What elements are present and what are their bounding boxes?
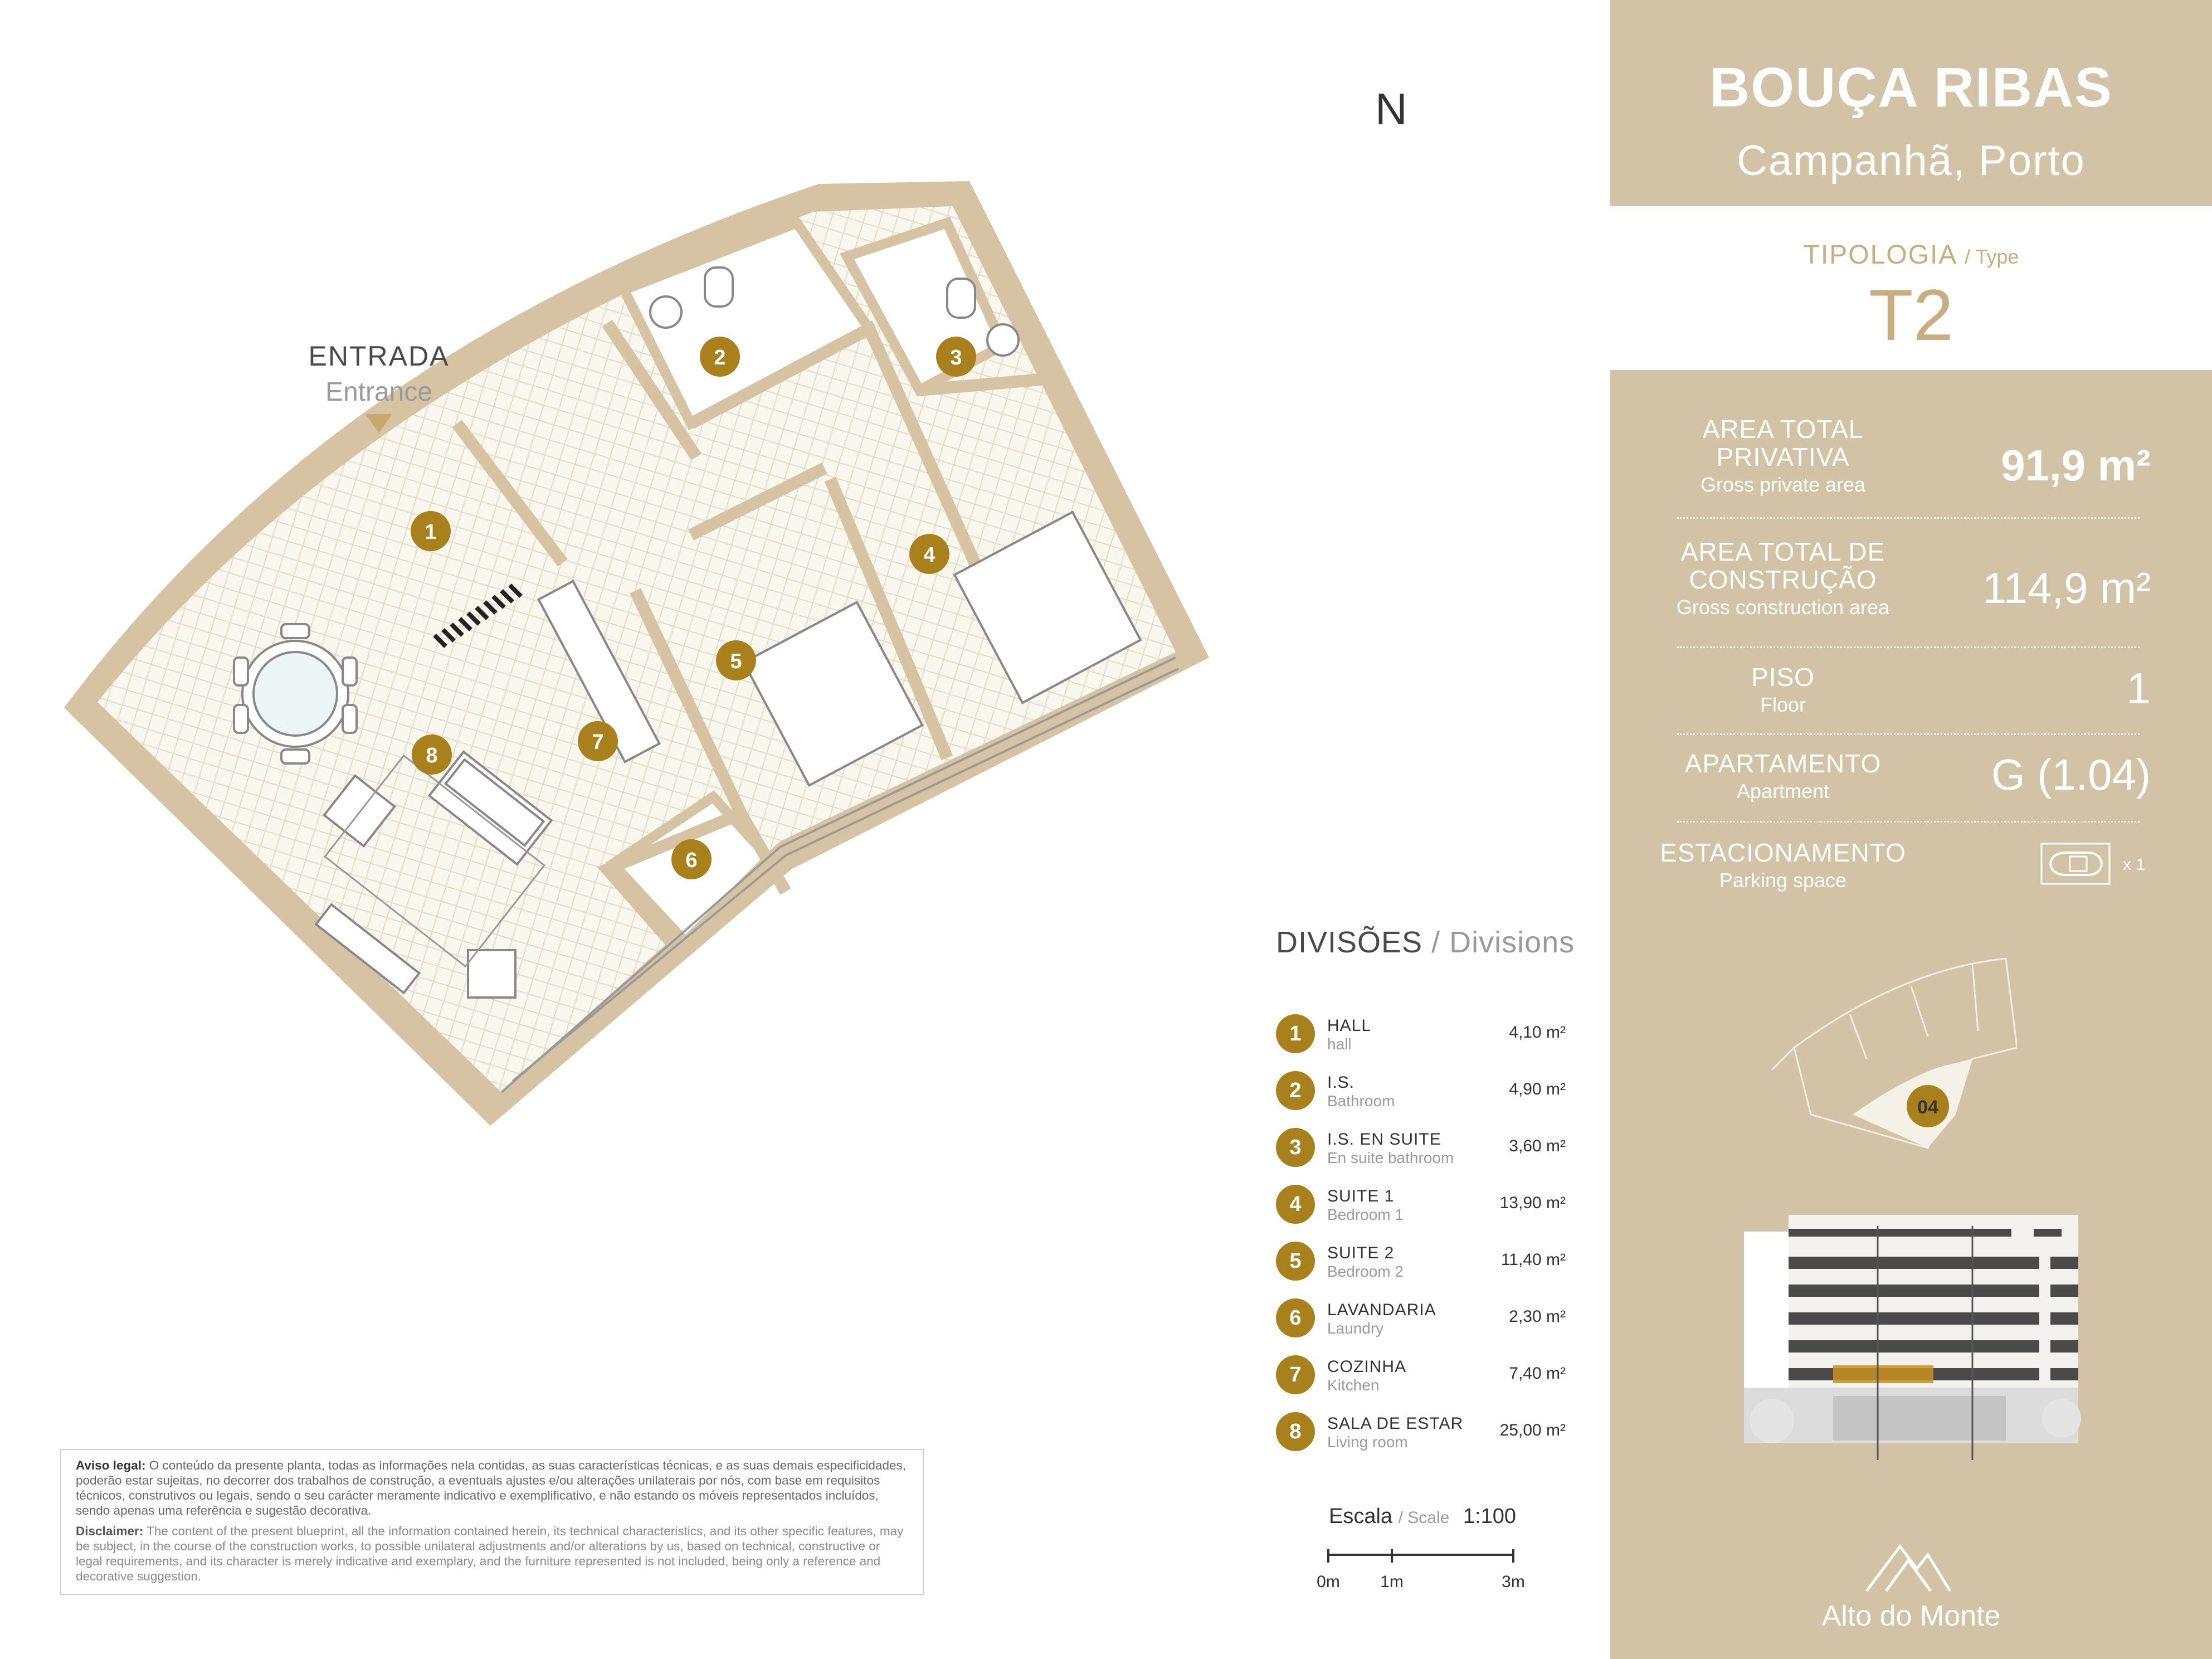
division-name-en: Kitchen	[1327, 1376, 1380, 1394]
svg-text:8: 8	[426, 744, 438, 767]
division-number: 3	[1276, 1128, 1315, 1167]
project-location: Campanhã, Porto	[1737, 137, 2086, 184]
divider	[1677, 733, 2140, 735]
info-panel	[1610, 0, 2212, 1659]
division-number: 1	[1276, 1014, 1315, 1053]
division-name: COZINHA	[1327, 1358, 1406, 1376]
plan-marker-2	[700, 337, 740, 377]
toilet-2	[947, 279, 975, 318]
north-label: N	[1375, 84, 1407, 134]
construction-area-label-line2: CONSTRUÇÃO	[1689, 565, 1877, 594]
division-area: 7,40 m²	[1509, 1364, 1566, 1383]
divider	[1677, 646, 2140, 648]
division-area: 4,90 m²	[1509, 1080, 1566, 1098]
division-row	[1276, 1355, 1566, 1412]
division-row	[1276, 1242, 1566, 1298]
division-name: SALA DE ESTAR	[1327, 1414, 1464, 1433]
floor-value: 1	[2126, 664, 2151, 713]
disclaimer-pt	[76, 1458, 908, 1518]
division-name-en: Bedroom 2	[1327, 1263, 1404, 1280]
project-name: BOUÇA RIBAS	[1709, 56, 2113, 119]
division-row	[1276, 1071, 1566, 1128]
divisions-title-pt: DIVISÕES	[1276, 926, 1423, 959]
division-name: HALL	[1327, 1016, 1372, 1035]
scale-bar	[1315, 1544, 1527, 1594]
divisions-list	[1276, 1014, 1566, 1469]
division-name: SUITE 1	[1327, 1187, 1395, 1205]
parking-label	[1644, 839, 1922, 894]
floor-label-en: Floor	[1760, 693, 1806, 716]
division-number: 7	[1276, 1355, 1315, 1394]
floor-label	[1644, 663, 1922, 719]
division-number: 6	[1276, 1298, 1315, 1337]
private-area-label-line2: PRIVATIVA	[1716, 442, 1850, 471]
division-name-en: Laundry	[1327, 1320, 1384, 1337]
division-name: SUITE 2	[1327, 1244, 1395, 1262]
toilet-1	[705, 267, 733, 306]
scale-value: 1:100	[1463, 1505, 1516, 1528]
typology-label-en: / Type	[1965, 245, 2019, 268]
entrance-arrow-icon	[366, 414, 392, 433]
apartment-highlight	[1833, 1365, 1933, 1383]
division-name-en: Bedroom 1	[1327, 1206, 1404, 1223]
apartment-value: G (1.04)	[1991, 750, 2151, 799]
divisions-title-en: Divisions	[1449, 926, 1575, 959]
division-number: 4	[1276, 1185, 1315, 1224]
scale-label-en: Scale	[1407, 1509, 1450, 1527]
svg-text:1: 1	[425, 520, 437, 544]
division-row	[1276, 1185, 1566, 1242]
scale-label-pt: Escala	[1329, 1505, 1393, 1528]
construction-area-label	[1644, 538, 1922, 621]
disclaimer-pt-text: O conteúdo da presente planta, todas as informações nela contidas, as suas características técnicas, e as suas demais especificidades, poderão estar sujeitas, no decorrer dos trabalhos de construção, a eventuais ajustes e/ou alterações unilaterais por nós, com base em requisitos técnicos, construtivos ou legais, sendo o seu carácter meramente indicativo e exemplificativo, e não estando os móveis representados incluídos, sendo apenas uma referência e sugestão decorativa.	[76, 1458, 906, 1517]
parking-label-pt: ESTACIONAMENTO	[1660, 838, 1906, 867]
site-plan	[1761, 947, 2017, 1181]
svg-text:3: 3	[950, 346, 962, 369]
division-area: 13,90 m²	[1499, 1194, 1566, 1212]
sink-2	[987, 324, 1019, 356]
division-name-en: Bathroom	[1327, 1092, 1395, 1110]
parking-count: x 1	[2123, 855, 2146, 874]
scale-label: Escala / Scale 1:100	[1329, 1505, 1516, 1528]
division-name: I.S.	[1327, 1073, 1355, 1092]
private-area-label	[1644, 415, 1922, 499]
typology-label-pt: TIPOLOGIA	[1803, 240, 1956, 270]
scale-tick-3: 3m	[1502, 1573, 1525, 1591]
car-icon	[2039, 841, 2112, 886]
division-row	[1276, 1298, 1566, 1355]
division-name-en: Living room	[1327, 1433, 1408, 1451]
site-plan-block-label: 04	[1917, 1097, 1938, 1118]
division-name: I.S. EN SUITE	[1327, 1130, 1441, 1149]
division-number: 8	[1276, 1412, 1315, 1451]
division-area: 4,10 m²	[1509, 1023, 1566, 1042]
svg-text:7: 7	[592, 731, 604, 754]
divisions-title-sep: /	[1422, 926, 1450, 959]
private-area-label-line1: AREA TOTAL	[1702, 415, 1864, 444]
apartment-label-pt: APARTAMENTO	[1684, 749, 1882, 778]
private-area-value: 91,9 m²	[2001, 441, 2151, 490]
typology-value: T2	[1869, 274, 1953, 356]
legal-disclaimer	[60, 1449, 924, 1595]
disclaimer-en-title: Disclaimer:	[76, 1524, 144, 1538]
plan-marker-8	[412, 734, 452, 775]
typology-label	[1610, 240, 2212, 270]
floor-label-pt: PISO	[1751, 663, 1815, 692]
plan-marker-7	[578, 721, 618, 761]
division-area: 3,60 m²	[1509, 1137, 1566, 1155]
construction-area-label-en: Gross construction area	[1676, 596, 1890, 619]
division-row	[1276, 1014, 1566, 1071]
scale-tick-0: 0m	[1317, 1573, 1340, 1591]
plan-marker-4	[909, 534, 949, 574]
division-area: 11,40 m²	[1500, 1251, 1566, 1269]
parking-label-en: Parking space	[1719, 869, 1847, 892]
division-area: 25,00 m²	[1499, 1421, 1566, 1439]
private-area-label-en: Gross private area	[1700, 473, 1866, 496]
entrance-label	[301, 340, 457, 433]
division-number: 2	[1276, 1071, 1315, 1110]
disclaimer-pt-title: Aviso legal:	[76, 1458, 146, 1472]
divider	[1677, 517, 2140, 519]
plan-marker-1	[411, 511, 451, 551]
construction-area-label-line1: AREA TOTAL DE	[1680, 537, 1885, 566]
plan-marker-6	[671, 839, 712, 879]
typology-box	[1610, 206, 2212, 370]
divisions-title	[1276, 925, 1575, 960]
division-row	[1276, 1128, 1566, 1185]
project-header	[1610, 0, 2212, 206]
division-name: LAVANDARIA	[1327, 1301, 1436, 1319]
disclaimer-en-text: The content of the present blueprint, all the information contained herein, its technical characteristics, and its other specific features, may be subject, in the course of the construction works, to possible unilateral adjustments and/or alterations by us, based on technical, constructive or legal requirements, and its character is merely indicative and exemplary, and the furniture represented is not included, being only a reference and decorative suggestion.	[76, 1524, 904, 1583]
disclaimer-en	[76, 1524, 908, 1584]
apartment-label	[1644, 750, 1922, 805]
division-name-en: En suite bathroom	[1327, 1149, 1454, 1166]
entrance-label-en: Entrance	[325, 377, 433, 407]
division-area: 2,30 m²	[1509, 1307, 1566, 1326]
svg-text:2: 2	[714, 346, 726, 369]
divider	[1677, 821, 2140, 823]
alto-do-monte-logo-icon	[1861, 1535, 1956, 1597]
division-number: 5	[1276, 1242, 1315, 1281]
brand-name: Alto do Monte	[1821, 1600, 2001, 1632]
plan-marker-3	[936, 337, 976, 377]
division-row	[1276, 1412, 1566, 1469]
svg-text:4: 4	[923, 543, 936, 567]
entrance-label-pt: ENTRADA	[308, 340, 450, 372]
construction-area-value: 114,9 m²	[1982, 563, 2151, 612]
division-name-en: hall	[1327, 1035, 1352, 1053]
sink-1	[650, 296, 681, 328]
scale-tick-1: 1m	[1380, 1573, 1404, 1591]
building-facade	[1733, 1204, 2089, 1471]
svg-text:6: 6	[685, 849, 698, 872]
floor-plan	[0, 0, 1226, 1170]
armchair-2	[468, 950, 515, 998]
plan-marker-5	[716, 640, 756, 680]
apartment-label-en: Apartment	[1736, 780, 1830, 802]
svg-text:5: 5	[730, 650, 742, 673]
